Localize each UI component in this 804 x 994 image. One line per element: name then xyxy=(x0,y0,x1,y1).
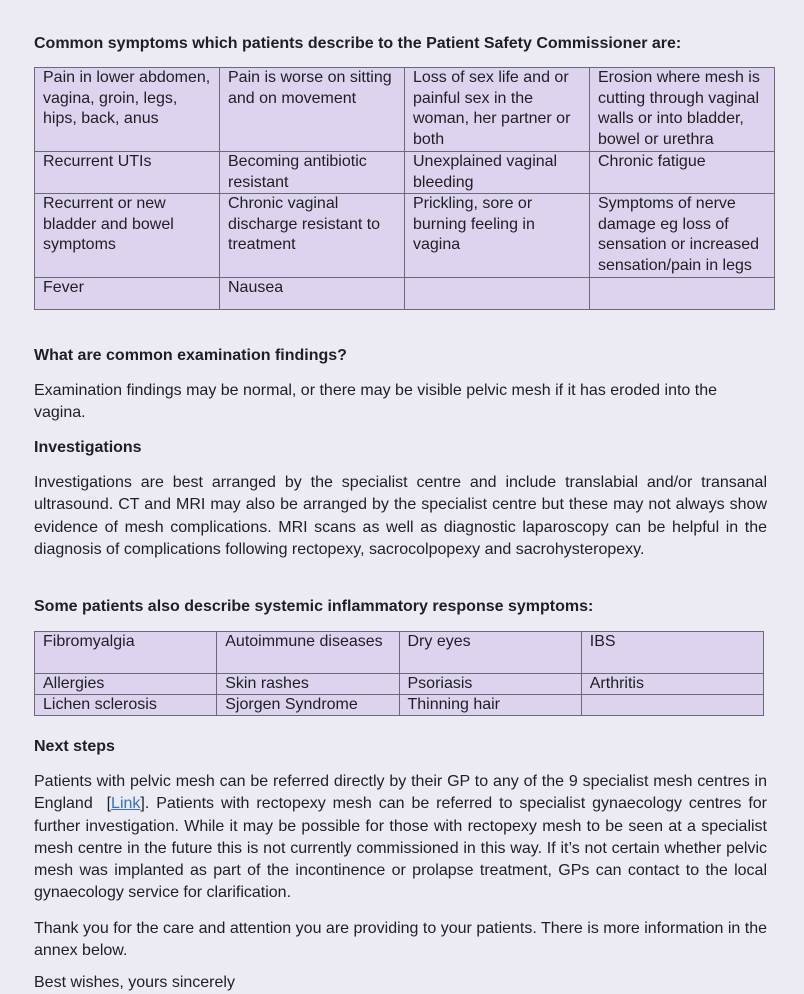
table-cell: Loss of sex life and or painful sex in the woman, her partner or both xyxy=(405,68,590,152)
table-row xyxy=(35,194,775,278)
specialist-centres-link[interactable]: Link xyxy=(111,795,141,813)
table-row xyxy=(35,152,775,194)
table-cell xyxy=(590,278,775,310)
investigations-paragraph: Investigations are best arranged by the specialist centre and include translabial and/or transanal ultrasound. CT and MRI may also be arranged by the specialist centre but these may not always show evidence of mesh complications. MRI scans as well as diagnostic laparoscopy can be helpful in the diagnosis of complications following rectopexy, sacrocolpopexy and sacrohysteropexy. xyxy=(34,474,767,558)
table-row xyxy=(35,695,764,716)
table-cell: Chronic fatigue xyxy=(590,152,775,194)
investigations-heading: Investigations xyxy=(34,439,142,456)
table-cell: Recurrent UTIs xyxy=(35,152,220,194)
table-cell: Fever xyxy=(35,278,220,310)
table-cell: Chronic vaginal discharge resistant to treatment xyxy=(220,194,405,278)
closing-line: Best wishes, yours sincerely xyxy=(34,974,235,991)
table-row xyxy=(35,674,764,695)
next-steps-text-2: . Patients with rectopexy mesh can be referred to specialist gynaecology centres for further investigation. While it may be possible for those with rectopexy mesh to be seen at a specialist mesh centre in the future this is not currently commissioned in this way. If it’s not certain whether pelvic mesh was implanted as part of the incontinence or prolapse treatment, GPs can contact to the local gynaecology service for clarification. xyxy=(34,795,768,902)
table-row xyxy=(35,632,764,674)
systemic-symptoms-table xyxy=(34,631,764,716)
table-cell: Arthritis xyxy=(581,674,763,695)
table-cell: Pain in lower abdomen, vagina, groin, legs, hips, back, anus xyxy=(35,68,220,152)
next-steps-paragraph: Patients with pelvic mesh can be referred directly by their GP to any of the 9 specialist mesh centres in England [Link]. Patients with rectopexy mesh can be referred to specialist gynaecology centres for further investigation. While it may be possible for those with rectopexy mesh to be seen at a specialist mesh centre in the future this is not currently commissioned in this way. If it’s not certain whether pelvic mesh was implanted as part of the incontinence or prolapse treatment, GPs can contact to the local gynaecology service for clarification. xyxy=(34,773,768,902)
table-cell: Becoming antibiotic resistant xyxy=(220,152,405,194)
table-cell xyxy=(581,695,763,716)
table-cell: Symptoms of nerve damage eg loss of sensation or increased sensation/pain in legs xyxy=(590,194,775,278)
table-cell: Thinning hair xyxy=(399,695,581,716)
table-cell: Sjorgen Syndrome xyxy=(217,695,399,716)
table-cell xyxy=(405,278,590,310)
thanks-paragraph: Thank you for the care and attention you are providing to your patients. There is more information in the annex below. xyxy=(34,920,767,960)
table-cell: Allergies xyxy=(35,674,217,695)
table-cell: Autoimmune diseases xyxy=(217,632,399,674)
examination-paragraph: Examination findings may be normal, or there may be visible pelvic mesh if it has eroded into the vagina. xyxy=(34,382,718,422)
table-cell: Skin rashes xyxy=(217,674,399,695)
table-cell: Unexplained vaginal bleeding xyxy=(405,152,590,194)
next-steps-heading: Next steps xyxy=(34,738,115,755)
systemic-heading: Some patients also describe systemic inflammatory response symptoms: xyxy=(34,598,594,615)
table-cell: IBS xyxy=(581,632,763,674)
next-steps-text-1: Patients with pelvic mesh can be referred directly by their GP to any of the 9 specialist mesh centres in England xyxy=(34,773,767,813)
symptoms-heading: Common symptoms which patients describe to the Patient Safety Commissioner are: xyxy=(34,35,682,52)
table-cell: Pain is worse on sitting and on movement xyxy=(220,68,405,152)
table-cell: Fibromyalgia xyxy=(35,632,217,674)
table-cell: Prickling, sore or burning feeling in vagina xyxy=(405,194,590,278)
table-row xyxy=(35,278,775,310)
examination-heading: What are common examination findings? xyxy=(34,347,347,364)
table-cell: Erosion where mesh is cutting through vaginal walls or into bladder, bowel or urethra xyxy=(590,68,775,152)
table-cell: Recurrent or new bladder and bowel symptoms xyxy=(35,194,220,278)
table-row xyxy=(35,68,775,152)
table-cell: Psoriasis xyxy=(399,674,581,695)
table-cell: Lichen sclerosis xyxy=(35,695,217,716)
symptoms-table xyxy=(34,67,775,310)
table-cell: Nausea xyxy=(220,278,405,310)
table-cell: Dry eyes xyxy=(399,632,581,674)
